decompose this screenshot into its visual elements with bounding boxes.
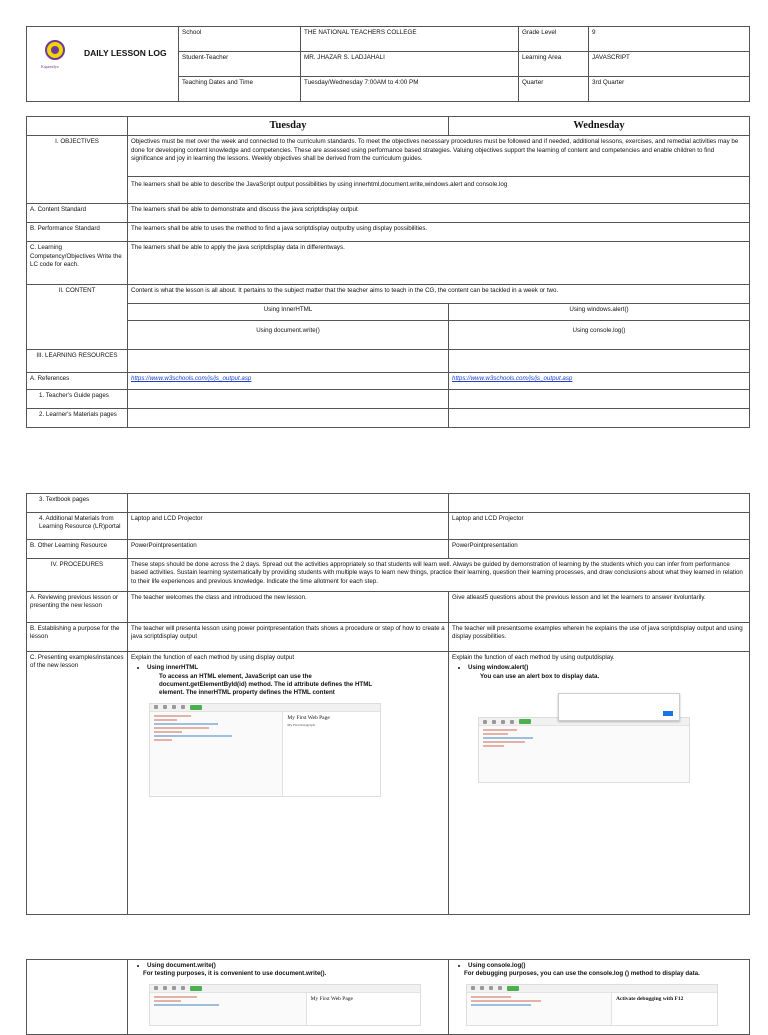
performance-standard-label: B. Performance Standard bbox=[27, 223, 128, 242]
bullet-alert: • Using window.alert() bbox=[468, 664, 746, 672]
references-label: A. References bbox=[27, 373, 128, 390]
console-log-cell bbox=[449, 960, 750, 1035]
presenting-wed-intro: Explain the function of each method by using outputdisplay. bbox=[452, 654, 615, 661]
purpose-wed: The teacher will presentsome examples wherein he explains the use of java scriptdisplay output and using display possibilities. bbox=[449, 623, 750, 652]
bullet-document-write: • Using document.write() bbox=[147, 962, 445, 970]
content-tue-2: Using document.write() bbox=[128, 321, 449, 350]
objectives-learners: The learners shall be able to describe the JavaScript output possibilities by using innerhtml,document.write,windows.alert and console.log bbox=[128, 177, 750, 204]
presenting-label: C. Presenting examples/instances of the new lesson bbox=[27, 652, 128, 915]
alert-screenshot bbox=[478, 717, 690, 783]
content-tue-1: Using InnerHTML bbox=[128, 304, 449, 321]
page-2 bbox=[26, 493, 750, 915]
main-table-2 bbox=[26, 493, 750, 915]
content-wed-1: Using windows.alert() bbox=[449, 304, 750, 321]
console-log-screenshot bbox=[466, 984, 718, 1026]
bullet-innerhtml-text: To access an HTML element, JavaScript can use the document.getElementById(id) method. The id attribute defines the HTML element. The innerHTML property defines the HTML content bbox=[159, 672, 373, 697]
dates-label: Teaching Dates and Time bbox=[179, 77, 301, 102]
performance-standard-text: The learners shall be able to uses the method to find a java scriptdisplay outputby using display possibilities. bbox=[128, 223, 750, 242]
dates-value: Tuesday/Wednesday 7:00AM to 4:00 PM bbox=[301, 77, 519, 102]
document-write-screenshot-title: My First Web Page bbox=[310, 995, 353, 1002]
bullet-console-log-text: For debugging purposes, you can use the console.log () method to display data. bbox=[464, 970, 700, 978]
resources-label: III. LEARNING RESOURCES bbox=[27, 350, 128, 373]
area-value: JAVASCRIPT bbox=[589, 52, 750, 77]
content-standard-text: The learners shall be able to demonstrate and discuss the java scriptdisplay output bbox=[128, 204, 750, 223]
bullet-console-log: • Using console.log() bbox=[468, 962, 746, 970]
school-value: THE NATIONAL TEACHERS COLLEGE bbox=[301, 27, 519, 52]
procedures-label: IV. PROCEDURES bbox=[27, 559, 128, 592]
main-table-1 bbox=[26, 116, 750, 428]
bullet-innerhtml: • Using innerHTML bbox=[147, 664, 445, 672]
additional-materials-label: 4. Additional Materials from Learning Resource (LR)portal bbox=[27, 513, 128, 540]
review-wed: Give atleast5 questions about the previous lesson and let the learners to answer itvoluntarily. bbox=[449, 592, 750, 623]
presenting-wed bbox=[449, 652, 750, 915]
bullet-document-write-text: For testing purposes, it is convenient to use document.write(). bbox=[143, 970, 327, 978]
school-seal-icon bbox=[45, 40, 65, 60]
other-resource-wed: PowerPointpresentation bbox=[449, 540, 750, 559]
alert-dialog bbox=[558, 693, 680, 721]
purpose-tue: The teacher will presenta lesson using power pointpresentation thats shows a procedure or step of how to create a java scriptdisplay output bbox=[128, 623, 449, 652]
objectives-text: Objectives must be met over the week and connected to the curriculum standards. To meet the objectives necessary procedures must be followed and if needed, additional lessons, exercises, and remedial activities may be done for developing content knowledge and competencies. These are assessed using performance based strategies. Valuing objectives support the learning of content and competencies and enable children to find significance and joy in learning the lessons. Weekly objectives shall be derived from the curriculum guides. bbox=[128, 136, 750, 177]
document-write-screenshot bbox=[149, 984, 421, 1026]
presenting-tue bbox=[128, 652, 449, 915]
teachers-guide-label: 1. Teacher's Guide pages bbox=[27, 390, 128, 409]
header-table bbox=[26, 26, 750, 102]
grade-value: 9 bbox=[589, 27, 750, 52]
other-resource-tue: PowerPointpresentation bbox=[128, 540, 449, 559]
school-label: School bbox=[179, 27, 301, 52]
review-label: A. Reviewing previous lesson or presenting the new lesson bbox=[27, 592, 128, 623]
competency-text: The learners shall be able to apply the java scriptdisplay data in differentways. bbox=[128, 242, 750, 285]
competency-label: C. Learning Competency/Objectives Write the LC code for each. bbox=[27, 242, 128, 285]
document-write-cell bbox=[128, 960, 449, 1035]
seal-label: Kapamilya bbox=[41, 64, 59, 69]
objectives-label: I. OBJECTIVES bbox=[27, 136, 128, 204]
content-wed-2: Using console.log() bbox=[449, 321, 750, 350]
quarter-value: 3rd Quarter bbox=[589, 77, 750, 102]
procedures-text: These steps should be done across the 2 days. Spread out the activities appropriately so that students will learn well. Always be guided by demonstration of learning by the students which you can infer from performance based activities. Sustain learning systematically by providing students with multiple ways to learn new things, practice their learning, question their learning processes, and draw conclusions about what they learned in relation to their life experiences and previous knowledge. Indicate the time allotment for each step. bbox=[128, 559, 750, 592]
screenshot-paragraph: My First Paragraph. bbox=[287, 723, 316, 728]
console-log-screenshot-title: Activate debugging with F12 bbox=[616, 995, 684, 1002]
student-teacher-label: Student-Teacher bbox=[179, 52, 301, 77]
content-label: II. CONTENT bbox=[27, 285, 128, 350]
day-header-tuesday: Tuesday bbox=[128, 117, 449, 136]
content-standard-label: A. Content Standard bbox=[27, 204, 128, 223]
area-label: Learning Area bbox=[519, 52, 589, 77]
student-teacher-value: MR. JHAZAR S. LADJAHALI bbox=[301, 52, 519, 77]
review-tue: The teacher welcomes the class and introduced the new lesson. bbox=[128, 592, 449, 623]
document-title: DAILY LESSON LOG bbox=[84, 48, 167, 58]
grade-label: Grade Level bbox=[519, 27, 589, 52]
day-header-wednesday: Wednesday bbox=[449, 117, 750, 136]
purpose-label: B. Establishing a purpose for the lesson bbox=[27, 623, 128, 652]
logo-cell bbox=[27, 27, 179, 102]
quarter-label: Quarter bbox=[519, 77, 589, 102]
learners-materials-label: 2. Learner's Materials pages bbox=[27, 409, 128, 428]
content-text: Content is what the lesson is all about. It pertains to the subject matter that the teacher aims to teach in the CG, the content can be tackled in a week or two. bbox=[128, 285, 750, 304]
page-1 bbox=[26, 26, 750, 428]
alert-ok-button[interactable] bbox=[663, 711, 673, 716]
reference-link-tuesday[interactable]: https://www.w3schools.com/js/js_output.asp bbox=[131, 375, 252, 383]
additional-materials-tue: Laptop and LCD Projector bbox=[128, 513, 449, 540]
reference-link-wednesday[interactable]: https://www.w3schools.com/js/js_output.asp bbox=[452, 375, 573, 383]
innerhtml-screenshot bbox=[149, 703, 381, 797]
textbook-label: 3. Textbook pages bbox=[27, 494, 128, 513]
presenting-tue-intro: Explain the function of each method by using display output bbox=[131, 654, 295, 661]
bullet-alert-text: You can use an alert box to display data. bbox=[480, 672, 600, 680]
additional-materials-wed: Laptop and LCD Projector bbox=[449, 513, 750, 540]
screenshot-title: My First Web Page bbox=[287, 714, 330, 721]
other-resource-label: B. Other Learning Resource bbox=[27, 540, 128, 559]
